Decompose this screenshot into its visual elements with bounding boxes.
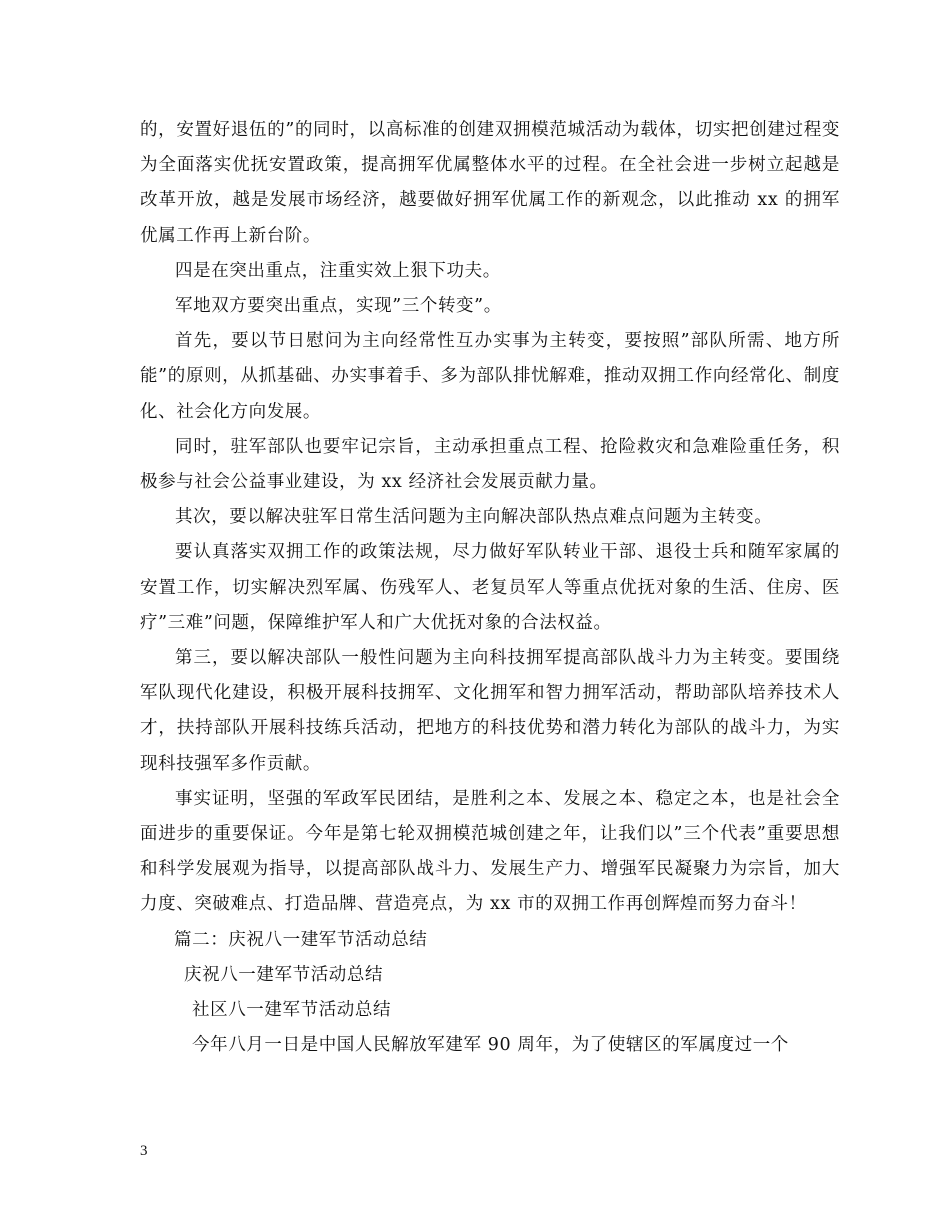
section-title: 庆祝八一建军节活动总结 [184,964,384,985]
paragraph-first: 首先，要以节日慰问为主向经常性互办实事为主转变，要按照”部队所需、地方所能”的原则，从抓基础、办实事着手、多为部队排忧解难，推动双拥工作向经常化、制度化、社会化方向发展。 [140,331,840,422]
document-body [140,113,840,1063]
paragraph-conclusion: 事实证明，坚强的军政军民团结，是胜利之本、发展之本、稳定之本，也是社会全面进步的重要保证。今年是第七轮双拥模范城创建之年，让我们以”三个代表”重要思想和科学发展观为指导，以提高部队战斗力、发展生产力、增强军民凝聚力为宗旨，加大力度、突破难点、打造品牌、营造亮点，为 xx 市的双拥工作再创辉煌而努力奋斗！ [140,788,840,915]
paragraph-point-four: 四是在突出重点，注重实效上狠下功夫。 [175,260,501,281]
paragraph-three-changes: 军地双方要突出重点，实现”三个转变”。 [175,296,502,317]
paragraph-continuation: 的，安置好退伍的”的同时，以高标准的创建双拥模范城活动为载体，切实把创建过程变为全面落实优抚安置政策，提高拥军优属整体水平的过程。在全社会进一步树立起越是改革开放，越是发展市场经济，越要做好拥军优属工作的新观念，以此推动 xx 的拥军优属工作再上新台阶。 [140,120,840,246]
paragraph-third: 第三，要以解决部队一般性问题为主向科技拥军提高部队战斗力为主转变。要围绕军队现代化建设，积极开展科技拥军、文化拥军和智力拥军活动，帮助部队培养技术人才，扶持部队开展科技练兵活动，把地方的科技优势和潜力转化为部队的战斗力，为实现科技强军多作贡献。 [140,648,840,774]
section-subtitle: 社区八一建军节活动总结 [192,1000,392,1021]
paragraph-second: 其次，要以解决驻军日常生活问题为主向解决部队热点难点问题为主转变。 [175,507,773,528]
page-number: 3 [140,1143,148,1159]
paragraph-meanwhile: 同时，驻军部队也要牢记宗旨，主动承担重点工程、抢险救灾和急难险重任务，积极参与社会公益事业建设，为 xx 经济社会发展贡献力量。 [140,436,840,493]
section-heading-part-two: 篇二：庆祝八一建军节活动总结 [174,929,428,950]
paragraph-policy: 要认真落实双拥工作的政策法规，尽力做好军队转业干部、退役士兵和随军家属的安置工作，切实解决烈军属、伤残军人、老复员军人等重点优抚对象的生活、住房、医疗”三难”问题，保障维护军人和广大优抚对象的合法权益。 [140,542,840,633]
paragraph-intro: 今年八月一日是中国人民解放军建军 90 周年，为了使辖区的军属度过一个 [192,1035,789,1056]
